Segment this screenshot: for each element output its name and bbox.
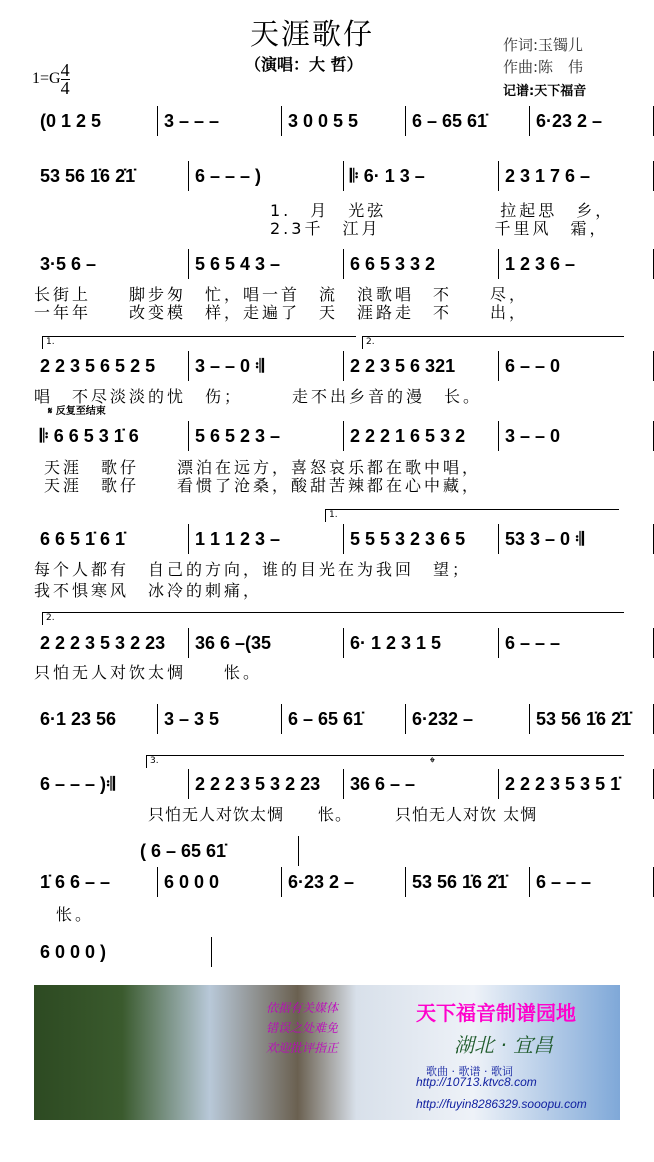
banner-note: 欢迎批评指正 [266, 1041, 339, 1055]
lyric-line: 每个人都有 自己的方向，谁的目光在为我回 望； [34, 560, 472, 579]
measure: 6·23 2 – [282, 867, 406, 897]
staff-line [34, 353, 654, 379]
measure: 6 6 5 3 3 2 [344, 249, 499, 279]
measure: 2 2 3 5 6 321 [344, 351, 499, 381]
measure: 6·232 – [406, 704, 530, 734]
measure: 2 2 2 3 5 3 2 23 [189, 769, 344, 799]
banner-url[interactable]: http://fuyin8286329.sooopu.com [416, 1097, 587, 1111]
lyric-line: 我不惧寒风 冰冷的刺痛， [34, 581, 263, 600]
measure: 3·5 6 – [34, 249, 189, 279]
measure: 53 56 1̇6 2̇1̇ [406, 867, 530, 897]
time-top: 4 [60, 60, 70, 80]
staff-line [34, 163, 654, 189]
banner-note: 错误之处难免 [266, 1021, 339, 1035]
staff-line [34, 108, 654, 134]
measure: ( 6 – 65 61̇ [134, 836, 299, 866]
transcriber: 记谱:天下福音 [503, 84, 587, 99]
measure: 2 2 2 3 5 3 2 23 [34, 628, 189, 658]
lyric-line: 天涯 歌仔 漂泊在远方，喜怒哀乐都在歌中唱， [44, 458, 482, 477]
banner-site-name: 天下福音制谱园地 [416, 1001, 576, 1025]
key-signature [32, 62, 70, 97]
staff-line [34, 771, 654, 797]
measure: 6 – – – ) [189, 161, 344, 191]
measure: 6 – 65 61̇ [406, 106, 530, 136]
singer: （演唱：大 哲） [245, 55, 363, 74]
volta-2: 2. [42, 612, 624, 625]
lyric-line: 唱 不尽淡淡的忧 伤； 走不出乡音的漫 长。 [34, 387, 483, 406]
measure: 36 6 – – [344, 769, 499, 799]
measure: 6 – 65 61̇ [282, 704, 406, 734]
staff-line [34, 869, 654, 895]
segno-instruction: 𝄋 反复至结束 [48, 406, 106, 417]
measure: 3 0 0 5 5 [282, 106, 406, 136]
volta-1: 1. [325, 509, 619, 522]
measure: 6 0 0 0 ) [34, 937, 212, 967]
measure: 6· 1 2 3 1 5 [344, 628, 499, 658]
measure: 53 56 1̇6 2̇1̇ [530, 704, 654, 734]
measure: 1̇ 6 6 – – [34, 867, 158, 897]
lyric-line: 1. 月 光弦 拉起思 乡， [270, 201, 615, 220]
measure: 2 3 1 7 6 – [499, 161, 654, 191]
staff-line [134, 838, 299, 864]
measure: 6·23 2 – [530, 106, 654, 136]
measure: 2 2 3 5 6 5 2 5 [34, 351, 189, 381]
key: 1=G [32, 70, 61, 88]
staff-line [34, 630, 654, 656]
measure: 3 – – – [158, 106, 282, 136]
banner-place: 湖北 · 宜昌 [454, 1033, 554, 1057]
measure: 𝄆 6 6 5 3 1̇ 6 [34, 421, 189, 451]
measure: (0 1 2 5 [34, 106, 158, 136]
measure: 5 6 5 2 3 – [189, 421, 344, 451]
lyric-line: 长街上 脚步匆 忙，唱一首 流 浪歌唱 不 尽， [34, 285, 529, 304]
banner-tags: 歌曲 · 歌谱 · 歌词 [426, 1065, 513, 1078]
coda-icon: 𝄌 [430, 755, 435, 771]
lyricist: 作词:玉镯儿 [503, 36, 584, 54]
lyric-line: 怅。 [56, 905, 95, 924]
measure: 36 6 –(35 [189, 628, 344, 658]
time-bottom: 4 [60, 78, 70, 98]
composer: 作曲:陈 伟 [503, 58, 584, 76]
measure: 6 0 0 0 [158, 867, 282, 897]
measure: 6 – – – )𝄇 [34, 769, 189, 799]
staff-line [34, 526, 654, 552]
volta-3: 3. [146, 755, 624, 768]
measure: 6 – – – [530, 867, 654, 897]
lyric-line: 一年年 改变模 样，走遍了 天 涯路走 不 出， [34, 303, 529, 322]
lyric-line: 只怕无人对饮太惆 怅。 只怕无人对饮 太惆 [148, 805, 538, 824]
measure: 5 6 5 4 3 – [189, 249, 344, 279]
volta-2: 2. [362, 336, 624, 349]
banner-image [34, 985, 620, 1120]
measure: 6 6 5 1̇ 6 1̇ [34, 524, 189, 554]
measure: 3 – – 0 [499, 421, 654, 451]
measure: 2 2 2 3 5 3 5 1̇ [499, 769, 654, 799]
measure: 5 5 5 3 2 3 6 5 [344, 524, 499, 554]
banner-note: 依据有关媒体 [266, 1001, 339, 1015]
lyric-line: 只怕无人对饮太惆 怅。 [34, 663, 263, 682]
song-title: 天涯歌仔 [250, 17, 375, 51]
measure: 53 56 1̇6 2̇1̇ [34, 161, 189, 191]
staff-line [34, 251, 654, 277]
staff-line [34, 939, 212, 965]
measure: 3 – 3 5 [158, 704, 282, 734]
measure: 6·1 23 56 [34, 704, 158, 734]
measure: 6 – – – [499, 628, 654, 658]
staff-line [34, 423, 654, 449]
measure: 53 3 – 0 𝄇 [499, 524, 654, 554]
staff-line [34, 706, 654, 732]
measure: 3 – – 0 𝄇 [189, 351, 344, 381]
lyric-line: 2.3千 江月 千里风 霜， [270, 219, 609, 238]
measure: 6 – – 0 [499, 351, 654, 381]
volta-1: 1. [42, 336, 356, 349]
measure: 2 2 2 1 6 5 3 2 [344, 421, 499, 451]
measure: 1 2 3 6 – [499, 249, 654, 279]
measure: 1 1 1 2 3 – [189, 524, 344, 554]
measure: 𝄆 6· 1 3 – [344, 161, 499, 191]
lyric-line: 天涯 歌仔 看惯了沧桑，酸甜苦辣都在心中藏， [44, 476, 482, 495]
banner-url[interactable]: http://10713.ktvc8.com [416, 1075, 537, 1089]
